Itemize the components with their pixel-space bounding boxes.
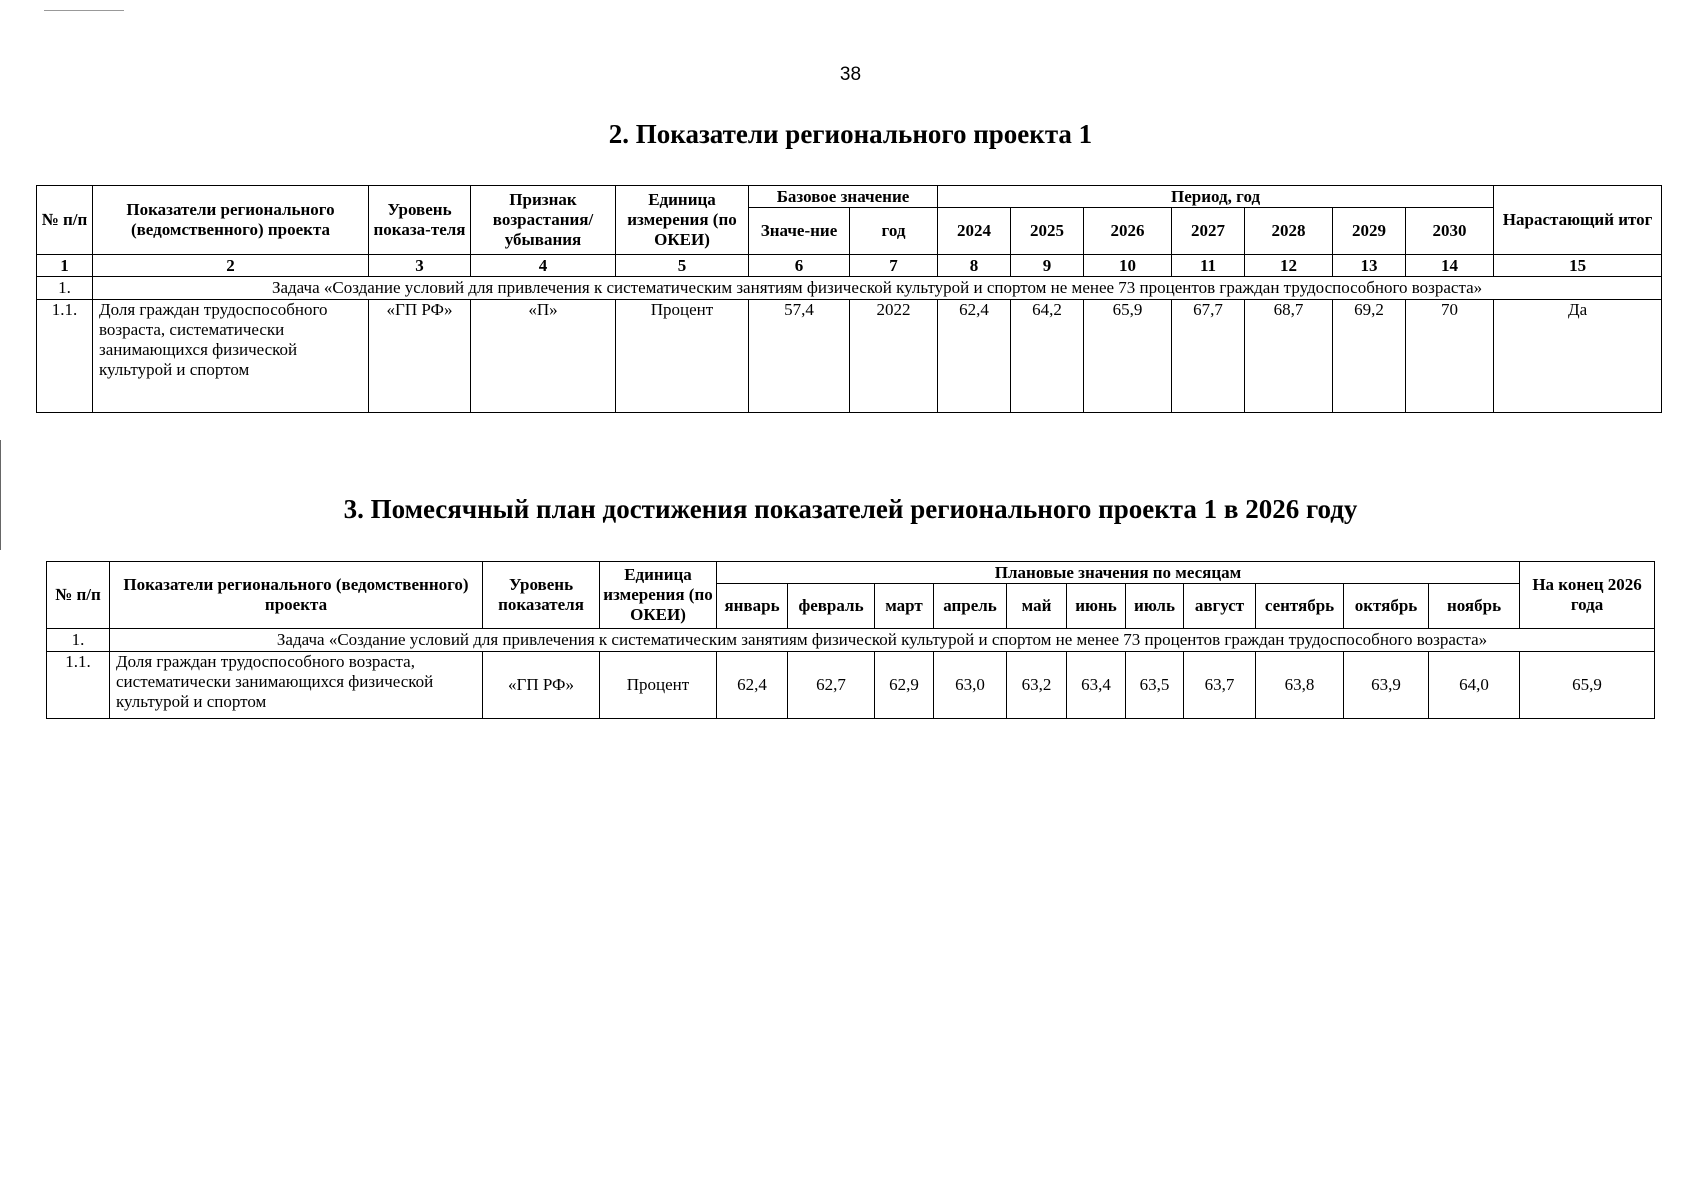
table-row <box>47 652 1655 719</box>
task-num: 1. <box>37 277 93 300</box>
column-index: 14 <box>1406 255 1494 277</box>
task-row <box>47 629 1655 652</box>
header-indicator: Показатели регионального (ведомственного) проекта <box>110 562 483 629</box>
row-indicator: Доля граждан трудоспособного возраста, систематически занимающихся физической культурой и спортом <box>93 300 369 413</box>
header-month: октябрь <box>1344 584 1429 629</box>
header-year: 2025 <box>1011 208 1084 255</box>
page-number: 38 <box>839 64 862 85</box>
column-index: 3 <box>369 255 471 277</box>
column-index: 15 <box>1494 255 1662 277</box>
row-base-year: 2022 <box>850 300 938 413</box>
header-cumulative: Нарастающий итог <box>1494 186 1662 255</box>
row-value: 62,4 <box>938 300 1011 413</box>
monthly-plan-table <box>46 561 1655 719</box>
row-num: 1.1. <box>47 652 110 719</box>
section-2-title: 2. Показатели регионального проекта 1 <box>608 119 1093 149</box>
header-year: 2024 <box>938 208 1011 255</box>
column-index: 5 <box>616 255 749 277</box>
row-value: 69,2 <box>1333 300 1406 413</box>
header-month: июнь <box>1067 584 1126 629</box>
column-index: 7 <box>850 255 938 277</box>
header-num: № п/п <box>37 186 93 255</box>
row-month-value: 62,4 <box>717 652 788 719</box>
row-base-value: 57,4 <box>749 300 850 413</box>
row-value: 65,9 <box>1084 300 1172 413</box>
row-value: 68,7 <box>1245 300 1333 413</box>
header-year: 2028 <box>1245 208 1333 255</box>
row-month-value: 64,0 <box>1429 652 1520 719</box>
column-index-row <box>37 255 1662 277</box>
header-year: 2030 <box>1406 208 1494 255</box>
column-index: 11 <box>1172 255 1245 277</box>
header-unit: Единица измерения (по ОКЕИ) <box>600 562 717 629</box>
row-value: 64,2 <box>1011 300 1084 413</box>
task-text: Задача «Создание условий для привлечения к систематическим занятиям физической культурой и спортом не менее 73 процентов граждан трудоспособного возраста» <box>93 277 1662 300</box>
top-rule <box>44 10 124 11</box>
header-end: На конец 2026 года <box>1520 562 1655 629</box>
row-month-value: 63,8 <box>1256 652 1344 719</box>
header-level: Уровень показа-теля <box>369 186 471 255</box>
header-unit: Единица измерения (по ОКЕИ) <box>616 186 749 255</box>
header-year: 2029 <box>1333 208 1406 255</box>
column-index: 9 <box>1011 255 1084 277</box>
row-unit: Процент <box>600 652 717 719</box>
header-month: август <box>1184 584 1256 629</box>
row-value: 67,7 <box>1172 300 1245 413</box>
column-index: 2 <box>93 255 369 277</box>
column-index: 13 <box>1333 255 1406 277</box>
header-year: 2026 <box>1084 208 1172 255</box>
header-month: май <box>1007 584 1067 629</box>
header-level: Уровень показателя <box>483 562 600 629</box>
row-month-value: 63,7 <box>1184 652 1256 719</box>
row-unit: Процент <box>616 300 749 413</box>
regional-project-indicators-table <box>36 185 1662 413</box>
task-num: 1. <box>47 629 110 652</box>
column-index: 6 <box>749 255 850 277</box>
header-period: Период, год <box>938 186 1494 208</box>
header-month: февраль <box>788 584 875 629</box>
header-year: 2027 <box>1172 208 1245 255</box>
header-base: Базовое значение <box>749 186 938 208</box>
row-month-value: 62,7 <box>788 652 875 719</box>
row-level: «ГП РФ» <box>369 300 471 413</box>
section-3-title: 3. Помесячный план достижения показателей регионального проекта 1 в 2026 году <box>343 494 1358 524</box>
header-num: № п/п <box>47 562 110 629</box>
column-index: 8 <box>938 255 1011 277</box>
header-planned: Плановые значения по месяцам <box>717 562 1520 584</box>
header-month: апрель <box>934 584 1007 629</box>
row-indicator: Доля граждан трудоспособного возраста, систематически занимающихся физической культурой и спортом <box>110 652 483 719</box>
row-month-value: 63,2 <box>1007 652 1067 719</box>
column-index: 1 <box>37 255 93 277</box>
header-month: сентябрь <box>1256 584 1344 629</box>
row-month-value: 63,4 <box>1067 652 1126 719</box>
row-month-value: 63,5 <box>1126 652 1184 719</box>
header-month: ноябрь <box>1429 584 1520 629</box>
column-index: 4 <box>471 255 616 277</box>
row-sign: «П» <box>471 300 616 413</box>
row-month-value: 62,9 <box>875 652 934 719</box>
row-month-value: 63,0 <box>934 652 1007 719</box>
row-cumulative: Да <box>1494 300 1662 413</box>
header-base-year: год <box>850 208 938 255</box>
header-indicator: Показатели регионального (ведомственного) проекта <box>93 186 369 255</box>
row-value: 70 <box>1406 300 1494 413</box>
task-text: Задача «Создание условий для привлечения к систематическим занятиям физической культурой и спортом не менее 73 процентов граждан трудоспособного возраста» <box>110 629 1655 652</box>
task-row <box>37 277 1662 300</box>
column-index: 10 <box>1084 255 1172 277</box>
header-month: июль <box>1126 584 1184 629</box>
table-row <box>37 300 1662 413</box>
column-index: 12 <box>1245 255 1333 277</box>
row-end-value: 65,9 <box>1520 652 1655 719</box>
header-sign: Признак возрастания/ убывания <box>471 186 616 255</box>
row-month-value: 63,9 <box>1344 652 1429 719</box>
row-num: 1.1. <box>37 300 93 413</box>
header-month: март <box>875 584 934 629</box>
row-level: «ГП РФ» <box>483 652 600 719</box>
header-month: январь <box>717 584 788 629</box>
header-base-value: Значе-ние <box>749 208 850 255</box>
